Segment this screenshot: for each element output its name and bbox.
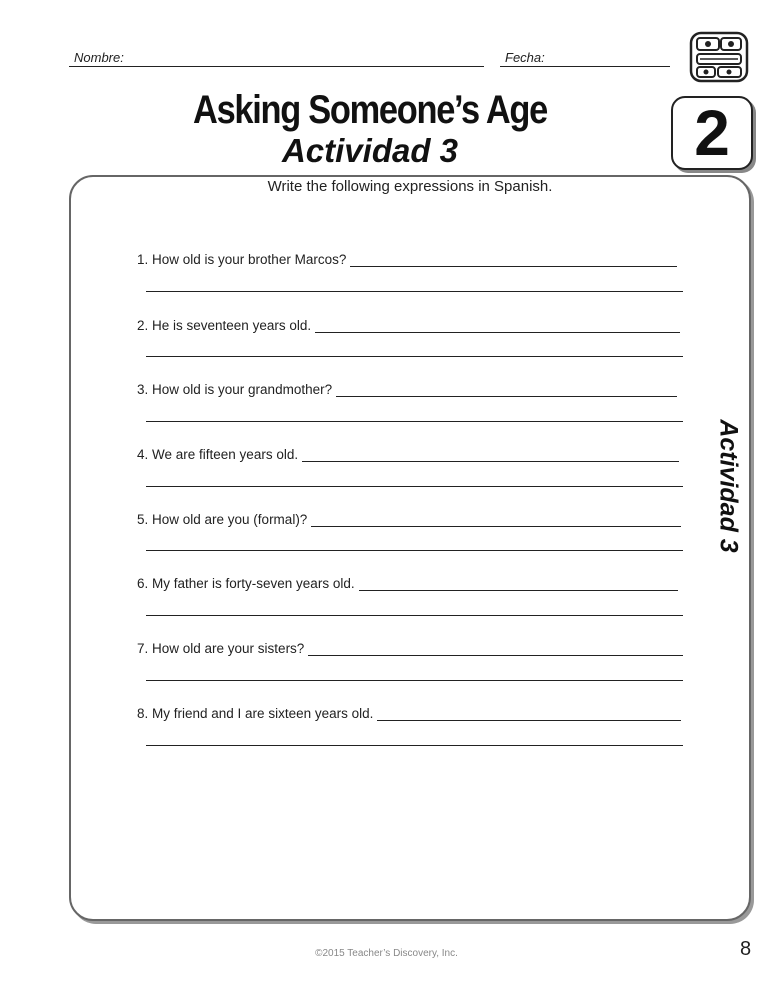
page-subtitle: Actividad 3	[281, 132, 459, 169]
answer-blank[interactable]	[315, 318, 680, 333]
answer-blank[interactable]	[311, 512, 681, 527]
copyright-footer: ©2015 Teacher’s Discovery, Inc.	[315, 948, 458, 959]
answer-line[interactable]	[146, 615, 683, 616]
answer-blank[interactable]	[308, 641, 683, 656]
question-text: 2. He is seventeen years old.	[137, 318, 312, 333]
question-text: 5. How old are you (formal)?	[137, 512, 308, 527]
answer-line[interactable]	[146, 680, 683, 681]
page-number: 8	[740, 938, 752, 960]
answer-line[interactable]	[146, 486, 683, 487]
answer-line[interactable]	[146, 291, 683, 292]
answer-line[interactable]	[146, 550, 683, 551]
question-5	[137, 507, 681, 527]
date-line[interactable]	[500, 66, 670, 67]
question-8	[137, 701, 681, 721]
answer-line[interactable]	[146, 745, 683, 746]
name-line[interactable]	[69, 66, 484, 67]
name-label: Nombre:	[74, 50, 124, 65]
answer-line[interactable]	[146, 421, 683, 422]
question-3	[137, 377, 677, 397]
answer-blank[interactable]	[302, 447, 679, 462]
page-title: Asking Someone’s Age	[193, 88, 547, 132]
unit-number-badge: 2	[671, 96, 753, 170]
question-text: 8. My friend and I are sixteen years old.	[137, 706, 374, 721]
side-activity-label: Actividad 3	[714, 419, 743, 553]
question-4	[137, 442, 679, 462]
question-7	[137, 636, 683, 656]
question-text: 7. How old are your sisters?	[137, 641, 305, 656]
question-text: 4. We are fifteen years old.	[137, 447, 299, 462]
date-label: Fecha:	[505, 50, 545, 65]
answer-line[interactable]	[146, 356, 683, 357]
answer-blank[interactable]	[336, 382, 677, 397]
question-1	[137, 247, 677, 267]
answer-blank[interactable]	[359, 576, 678, 591]
instructions: Write the following expressions in Spanish.	[267, 178, 553, 195]
answer-blank[interactable]	[350, 252, 677, 267]
question-text: 6. My father is forty-seven years old.	[137, 576, 355, 591]
mayan-glyph-icon	[688, 30, 750, 84]
question-2	[137, 313, 680, 333]
question-6	[137, 571, 678, 591]
question-text: 3. How old is your grandmother?	[137, 382, 333, 397]
worksheet-panel	[69, 175, 751, 921]
answer-blank[interactable]	[377, 706, 681, 721]
question-text: 1. How old is your brother Marcos?	[137, 252, 347, 267]
